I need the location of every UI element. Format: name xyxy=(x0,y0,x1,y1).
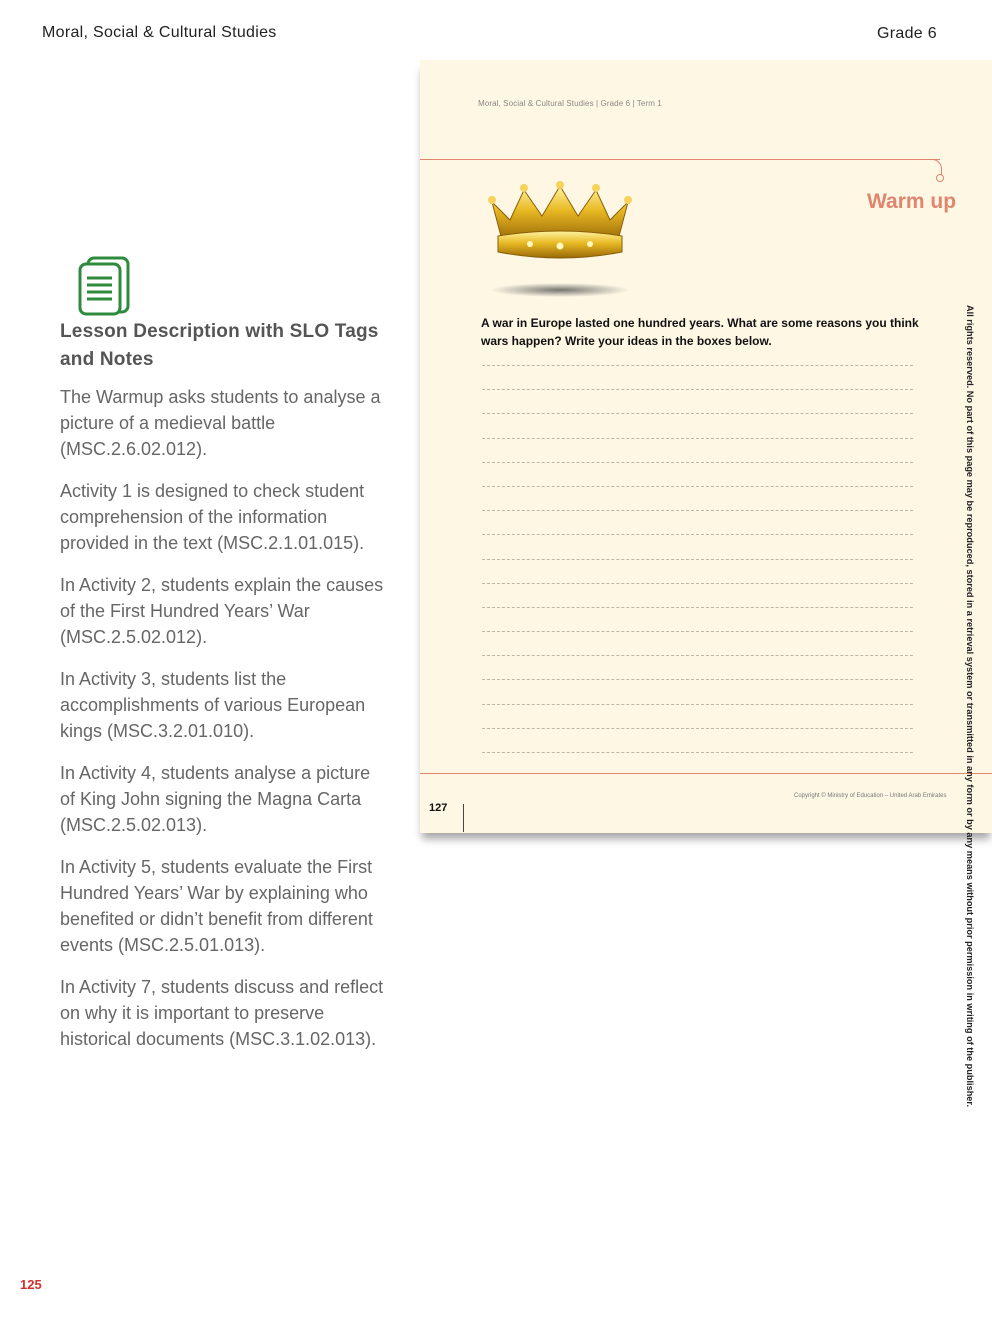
lesson-paragraph: In Activity 3, students list the accomplishments of various European kings (MSC.3.2.01.010). xyxy=(60,669,366,741)
lesson-description-body xyxy=(60,384,390,1068)
lesson-paragraph: In Activity 2, students explain the causes of the First Hundred Years’ War (MSC.2.5.02.012). xyxy=(60,575,384,647)
writing-line[interactable] xyxy=(482,413,913,414)
writing-line[interactable] xyxy=(482,728,913,729)
writing-line[interactable] xyxy=(482,510,913,511)
writing-line[interactable] xyxy=(482,559,913,560)
top-rule xyxy=(420,159,940,160)
grade-header: Grade 6 xyxy=(877,25,937,42)
inner-page-number: 127 xyxy=(429,802,448,814)
lesson-description-title: Lesson Description with SLO Tags and Notes xyxy=(60,321,379,370)
writing-line[interactable] xyxy=(482,486,913,487)
writing-line[interactable] xyxy=(482,365,913,366)
writing-line[interactable] xyxy=(482,704,913,705)
writing-line[interactable] xyxy=(482,631,913,632)
writing-line[interactable] xyxy=(482,534,913,535)
writing-line[interactable] xyxy=(482,438,913,439)
writing-line[interactable] xyxy=(482,389,913,390)
writing-line[interactable] xyxy=(482,655,913,656)
lesson-paragraph: Activity 1 is designed to check student comprehension of the information provided in the text (MSC.2.1.01.015). xyxy=(60,481,365,553)
document-icon xyxy=(78,254,132,316)
lesson-paragraph: In Activity 5, students evaluate the First Hundred Years’ War by explaining who benefited or didn’t benefit from different events (MSC.2.5.01.013). xyxy=(60,857,373,955)
section-title: Warm up xyxy=(867,190,957,213)
rule-hook-dot xyxy=(936,174,944,182)
page-number-divider xyxy=(463,804,464,832)
bottom-rule xyxy=(420,773,992,774)
rights-notice: All rights reserved. No part of this page may be reproduced, stored in a retrieval system or transmitted in any form or by any means without prior permission in writing of the publisher. xyxy=(965,305,975,1108)
answer-lines[interactable] xyxy=(482,365,913,776)
writing-line[interactable] xyxy=(482,583,913,584)
copyright-notice: Copyright © Ministry of Education – United Arab Emirates xyxy=(794,793,947,799)
lesson-paragraph: The Warmup asks students to analyse a picture of a medieval battle (MSC.2.6.02.012). xyxy=(60,387,381,459)
crown-icon xyxy=(480,180,640,300)
warmup-question: A war in Europe lasted one hundred years. What are some reasons you think wars happen? Write your ideas in the boxes below. xyxy=(481,316,919,348)
page-number: 125 xyxy=(20,1277,42,1292)
writing-line[interactable] xyxy=(482,752,913,753)
inner-textbook-page xyxy=(420,60,992,833)
inner-page-meta: Moral, Social & Cultural Studies | Grade 6 | Term 1 xyxy=(478,99,662,108)
lesson-paragraph: In Activity 4, students analyse a picture of King John signing the Magna Carta (MSC.2.5.02.013). xyxy=(60,763,371,835)
writing-line[interactable] xyxy=(482,679,913,680)
lesson-paragraph: In Activity 7, students discuss and reflect on why it is important to preserve historical documents (MSC.3.1.02.013). xyxy=(60,977,384,1049)
writing-line[interactable] xyxy=(482,607,913,608)
subject-header: Moral, Social & Cultural Studies xyxy=(42,24,277,41)
rights-notice-container xyxy=(964,305,976,1108)
writing-line[interactable] xyxy=(482,462,913,463)
